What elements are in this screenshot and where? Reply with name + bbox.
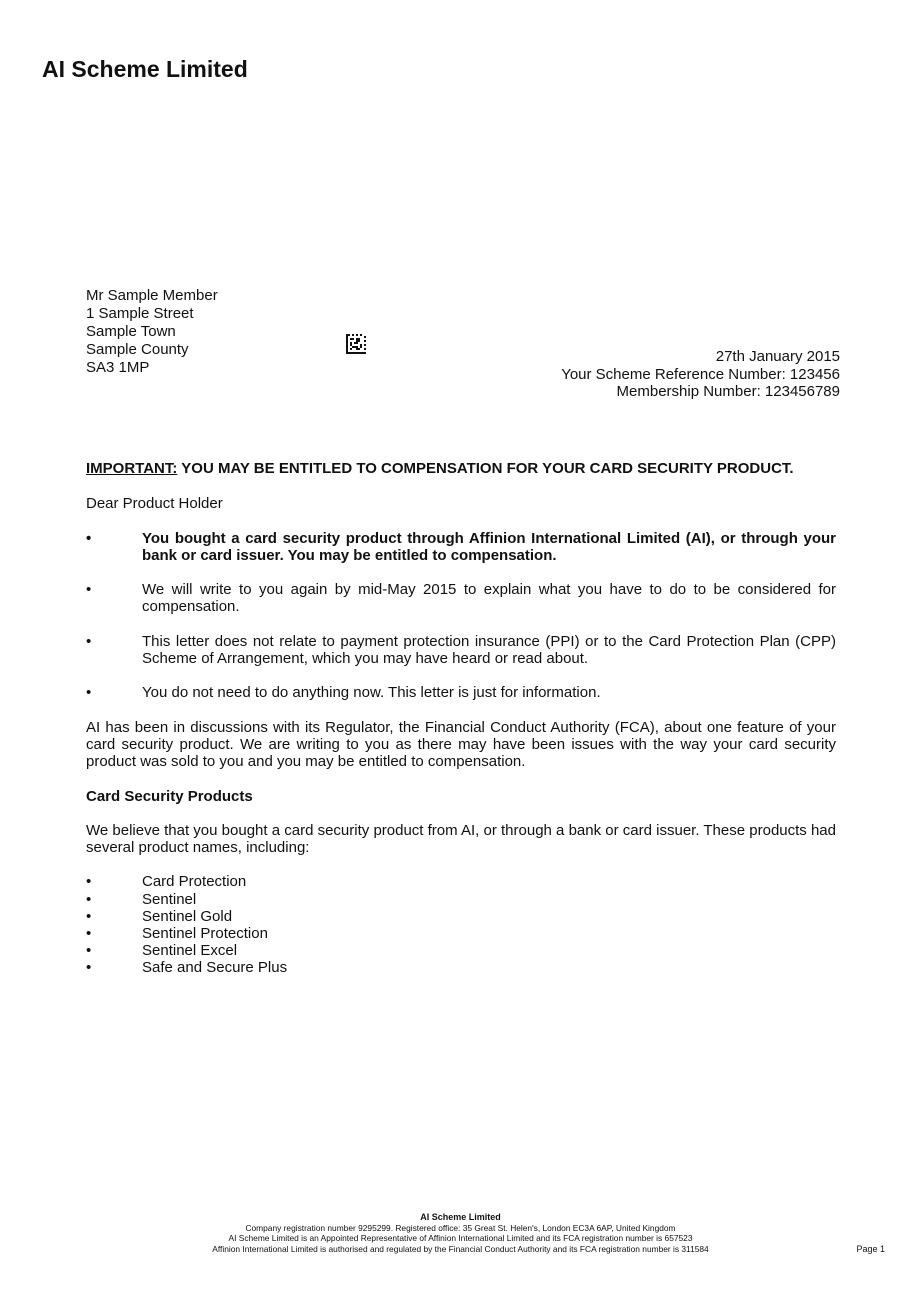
headline — [86, 460, 836, 477]
headline-label: IMPORTANT: — [86, 460, 178, 477]
product-item — [86, 891, 836, 908]
bullet-icon: • — [86, 890, 92, 908]
product-name: Safe and Secure Plus — [142, 958, 288, 976]
footer-line: Affinion International Limited is authorised and regulated by the Financial Conduct Authority and its FCA registration number is 311584 — [212, 1243, 709, 1254]
bullet-text: You bought a card security product through Affinion International Limited (AI), or through your bank or card issuer. You may be entitled to compensation. — [142, 529, 836, 564]
address-line: Sample Town — [86, 323, 176, 340]
bullet-icon: • — [86, 529, 92, 547]
scheme-reference-number: Your Scheme Reference Number: 123456 — [561, 365, 840, 383]
paragraph-products: We believe that you bought a card security product from AI, or through a bank or card issuer. These products had several product names, including: — [86, 821, 836, 857]
membership-number: Membership Number: 123456789 — [616, 383, 840, 400]
address-line: 1 Sample Street — [86, 305, 194, 322]
recipient-address — [86, 287, 218, 377]
headline-text: YOU MAY BE ENTITLED TO COMPENSATION FOR YOUR CARD SECURITY PRODUCT. — [177, 460, 794, 477]
letter-body — [86, 460, 836, 976]
address-line: Mr Sample Member — [86, 287, 218, 304]
letter-date: 27th January 2015 — [715, 348, 840, 365]
salutation: Dear Product Holder — [86, 495, 223, 513]
product-name: Sentinel — [142, 890, 197, 908]
bullet-item — [86, 633, 836, 668]
product-name: Sentinel Protection — [142, 924, 268, 942]
bullet-icon: • — [86, 924, 92, 942]
bullet-text: You do not need to do anything now. This letter is just for information. — [142, 684, 601, 702]
bullet-icon: • — [86, 632, 92, 650]
product-item — [86, 942, 836, 959]
bullet-text: This letter does not relate to payment protection insurance (PPI) or to the Card Protection Plan (CPP) Scheme of Arrangement, which you may have heard or read about. — [142, 632, 836, 668]
product-item — [86, 908, 836, 925]
bullet-icon: • — [86, 581, 92, 599]
bullet-icon: • — [86, 873, 92, 891]
address-line: Sample County — [86, 341, 189, 358]
footer — [0, 1212, 921, 1254]
footer-line: AI Scheme Limited is an Appointed Representative of Affinion International Limited and its FCA registration number is 657523 — [228, 1233, 693, 1244]
bullet-icon: • — [86, 907, 92, 925]
datamatrix-code-icon — [346, 334, 366, 354]
bullet-icon: • — [86, 941, 92, 959]
bullet-item — [86, 530, 836, 565]
bullet-item — [86, 581, 836, 616]
bullet-item — [86, 684, 836, 701]
product-item — [86, 925, 836, 942]
bullet-icon: • — [86, 958, 92, 976]
company-title: AI Scheme Limited — [42, 56, 248, 82]
page-number: Page 1 — [856, 1244, 885, 1254]
product-item — [86, 873, 836, 890]
product-name: Sentinel Excel — [142, 941, 238, 959]
bullet-text: We will write to you again by mid-May 2015 to explain what you have to do to be considered for compensation. — [142, 581, 836, 616]
product-list — [86, 873, 836, 976]
reference-block — [561, 348, 840, 401]
section-title: Card Security Products — [86, 787, 253, 805]
bullet-icon: • — [86, 684, 92, 702]
product-name: Sentinel Gold — [142, 907, 233, 925]
product-name: Card Protection — [142, 873, 247, 891]
footer-line: Company registration number 9295299. Registered office: 35 Great St. Helen's, London EC3A 6AP, United Kingdom — [245, 1222, 676, 1233]
product-item — [86, 959, 836, 976]
paragraph-discussions: AI has been in discussions with its Regulator, the Financial Conduct Authority (FCA), about one feature of your card security product. We are writing to you as there may have been issues with the way your card security product was sold to you and you may be entitled to compensation. — [86, 718, 836, 771]
address-line: SA3 1MP — [86, 359, 150, 376]
footer-title: AI Scheme Limited — [420, 1212, 501, 1222]
